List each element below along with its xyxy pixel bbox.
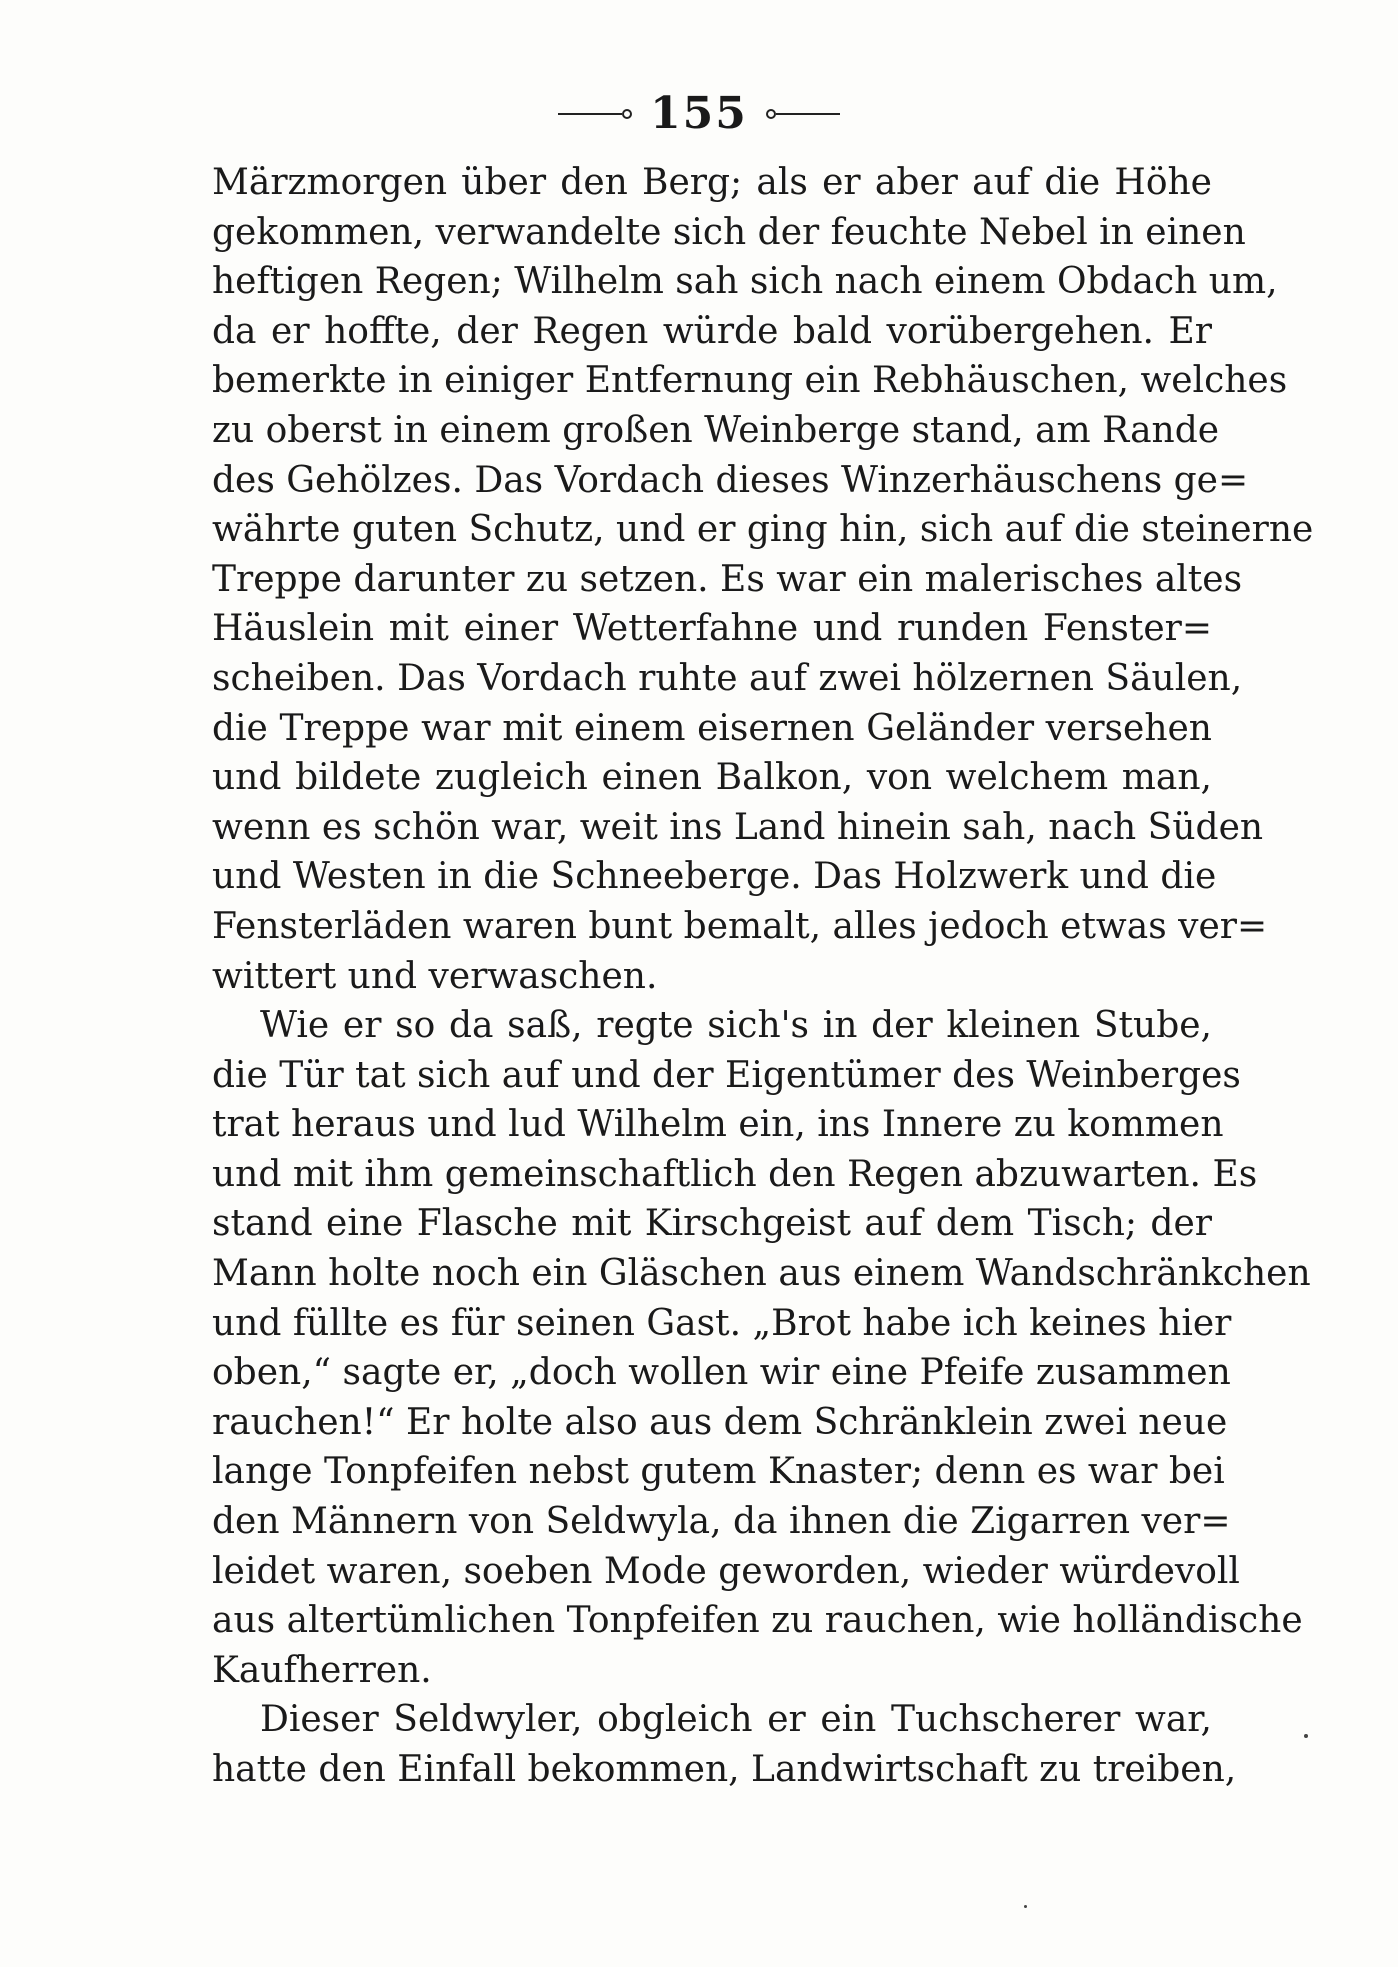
text-line: wenn es schön war, weit ins Land hinein sah, nach Süden	[212, 806, 1264, 848]
text-line: aus altertümlichen Tonpfeifen zu rauchen, wie holländische	[212, 1600, 1303, 1642]
text-line: lange Tonpfeifen nebst gutem Knaster; denn es war bei	[212, 1451, 1225, 1493]
text-line: Häuslein mit einer Wetterfahne und runden Fenster=	[212, 608, 1212, 650]
print-speck	[1304, 1734, 1308, 1738]
text-line: zu oberst in einem großen Weinberge stand, am Rande	[212, 409, 1220, 451]
right-ornament-rule	[766, 109, 840, 119]
text-line: rauchen!“ Er holte also aus dem Schränklein zwei neue	[212, 1401, 1228, 1443]
body-text	[212, 158, 1314, 1795]
text-line: gekommen, verwandelte sich der feuchte Nebel in einen	[212, 211, 1246, 253]
text-line: Treppe darunter zu setzen. Es war ein malerisches altes	[212, 558, 1243, 600]
text-line: den Männern von Seldwyla, da ihnen die Zigarren ver=	[212, 1501, 1231, 1543]
text-line: und Westen in die Schneeberge. Das Holzwerk und die	[212, 856, 1217, 898]
page-header	[0, 88, 1398, 139]
text-line: Märzmorgen über den Berg; als er aber auf die Höhe	[212, 162, 1212, 203]
text-line: Dieser Seldwyler, obgleich er ein Tuchscherer war,	[260, 1699, 1212, 1741]
text-line: die Tür tat sich auf und der Eigentümer des Weinberges	[212, 1054, 1241, 1096]
text-line: und bildete zugleich einen Balkon, von welchem man,	[212, 757, 1212, 799]
text-line: währte guten Schutz, und er ging hin, sich auf die steinerne	[212, 509, 1314, 551]
text-line: trat heraus und lud Wilhelm ein, ins Innere zu kommen	[212, 1104, 1224, 1146]
text-line: da er hoffte, der Regen würde bald vorübergehen. Er	[212, 310, 1212, 352]
print-speck	[1024, 1905, 1027, 1908]
text-line: hatte den Einfall bekommen, Landwirtschaft zu treiben,	[212, 1749, 1237, 1790]
text-line: oben,“ sagte er, „doch wollen wir eine Pfeife zusammen	[212, 1352, 1231, 1394]
text-line: scheiben. Das Vordach ruhte auf zwei hölzernen Säulen,	[212, 657, 1243, 699]
text-line: stand eine Flasche mit Kirschgeist auf dem Tisch; der	[212, 1203, 1212, 1245]
text-line: Fensterläden waren bunt bemalt, alles jedoch etwas ver=	[212, 905, 1268, 947]
left-ornament-rule	[558, 109, 632, 119]
text-line: Kaufherren.	[212, 1649, 432, 1691]
text-line: und mit ihm gemeinschaftlich den Regen abzuwarten. Es	[212, 1153, 1258, 1195]
text-line: Mann holte noch ein Gläschen aus einem Wandschränkchen	[212, 1253, 1311, 1295]
text-line: heftigen Regen; Wilhelm sah sich nach einem Obdach um,	[212, 261, 1278, 303]
text-line: Wie er so da saß, regte sich's in der kleinen Stube,	[260, 1005, 1212, 1047]
text-line: die Treppe war mit einem eisernen Geländer versehen	[212, 707, 1212, 749]
page-number: 155	[650, 88, 748, 139]
text-line: des Gehölzes. Das Vordach dieses Winzerhäuschens ge=	[212, 459, 1249, 501]
text-line: bemerkte in einiger Entfernung ein Rebhäuschen, welches	[212, 360, 1288, 402]
text-line: leidet waren, soeben Mode geworden, wieder würdevoll	[212, 1550, 1240, 1592]
text-line: und füllte es für seinen Gast. „Brot habe ich keines hier	[212, 1302, 1232, 1344]
text-line: wittert und verwaschen.	[212, 955, 658, 997]
